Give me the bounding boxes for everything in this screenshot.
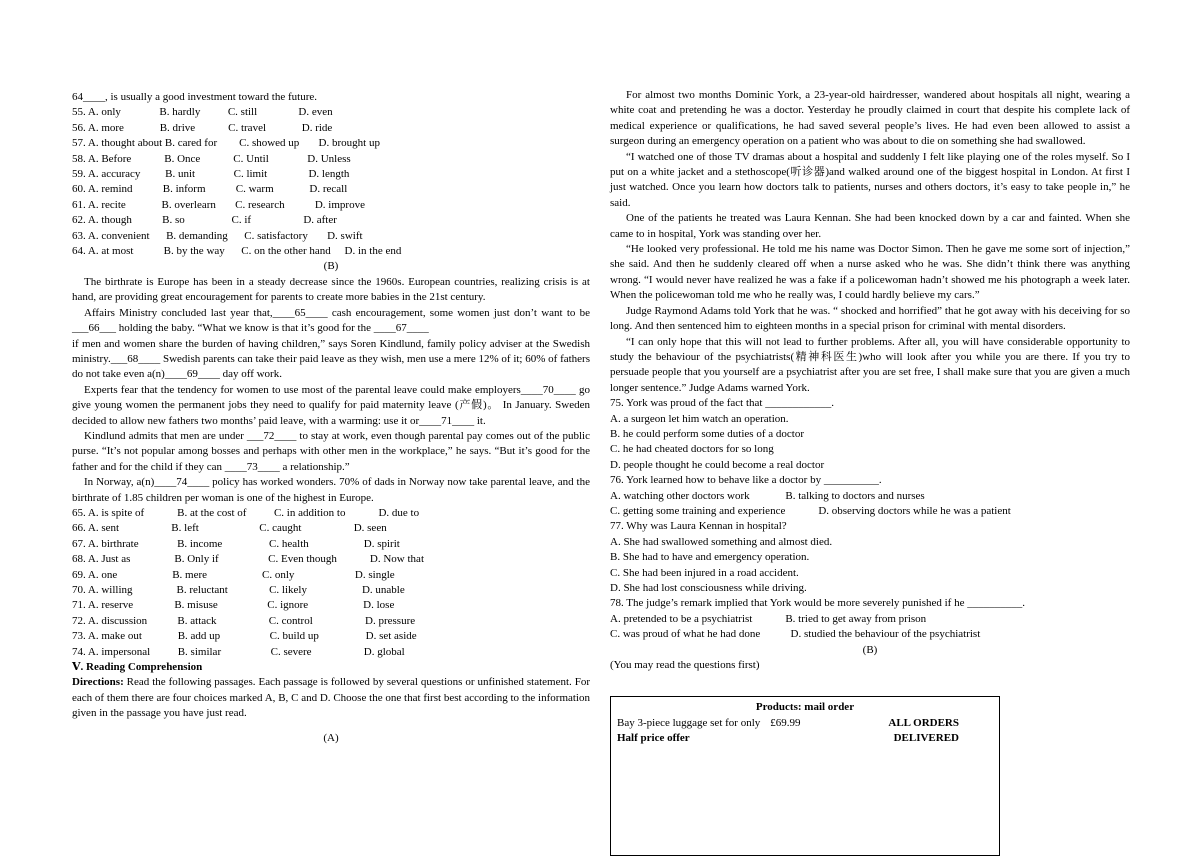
choice-line: 55. A. only B. hardly C. still D. even — [72, 106, 333, 119]
choice-line: 69. A. one B. mere C. only D. single — [72, 568, 395, 581]
passage-a-paragraph-1: For almost two months Dominic York, a 23-year-old hairdresser, wandered about hospitals all night, wearing a white coat and pretending he was a doctor. Yesterday he proudly claimed in court that despite his complete lack of medical experience or qualifications, he had saved several people’s lives. He had even been allowed to assist a surgeon during an emergency operation on a patient who was about to die on something she had swallowed. — [610, 89, 1130, 148]
luggage-offer-price: £69.99 — [770, 716, 801, 729]
choices-65-74 — [72, 506, 590, 660]
delivered-label: DELIVERED — [893, 732, 959, 745]
choice-line: 67. A. birthrate B. income C. health D. spirit — [72, 537, 400, 550]
passage-b-paragraph-6: In Norway, a(n)____74____ policy has worked wonders. 70% of dads in Norway now take parental leave, and the birthrate of 1.85 children per woman is one of the highest in Europe. — [72, 476, 590, 504]
luggage-offer-item: Bay 3-piece luggage set for only — [617, 716, 761, 729]
choice-line: 63. A. convenient B. demanding C. satisfactory D. swift — [72, 229, 363, 242]
question-line: C. he had cheated doctors for so long — [610, 443, 774, 456]
choice-line: 56. A. more B. drive C. travel D. ride — [72, 121, 333, 134]
choice-line: 73. A. make out B. add up C. build up D. set aside — [72, 630, 417, 643]
question-line: B. She had to have and emergency operation. — [610, 551, 810, 564]
all-orders-label: ALL ORDERS — [888, 716, 959, 729]
passage-a-paragraph-2: “I watched one of those TV dramas about a hospital and suddenly I felt like playing one of the roles myself. So I put on a white jacket and a stethoscope(听诊器)and walked around one of the biggest hospital in London. At first I just watched. Once you learn how doctors talk to patients, nurses and others doctors, it’s easy to take people in,” he said. — [610, 150, 1130, 209]
question-line: A. a surgeon let him watch an operation. — [610, 412, 789, 425]
passage-a-paragraph-4: “He looked very professional. He told me his name was Doctor Simon. Then he gave me some sort of injection,” she said. And then he suddenly cleared off when a nurse asked who he was. She didn’t think there was anything wrong. “I would never have realized he was a fake if a policewoman hadn’t showed me his photograph a week later. When the policewoman told me who he really was, I could hardly believe my cars.” — [610, 243, 1130, 302]
choice-line: 62. A. though B. so C. if D. after — [72, 214, 337, 227]
question-line: A. watching other doctors work B. talking to doctors and nurses — [610, 489, 925, 502]
question-line: 75. York was proud of the fact that ____________. — [610, 397, 834, 410]
question-line: 76. York learned how to behave like a doctor by __________. — [610, 474, 882, 487]
question-line: A. She had swallowed something and almost died. — [610, 535, 833, 548]
choice-line: 74. A. impersonal B. similar C. severe D. global — [72, 645, 405, 658]
carryover-line: 64____, is usually a good investment toward the future. — [72, 91, 318, 103]
directions-label: Directions: — [72, 676, 124, 689]
choice-line: 71. A. reserve B. misuse C. ignore D. lose — [72, 599, 395, 612]
passage-b-paragraph-1: The birthrate is Europe has been in a steady decrease since the 1960s. European countries, realizing crisis is at hand, are providing great encouragement for parents to create more babies in the 21st century. — [72, 275, 590, 304]
section-v-heading: Ⅴ. Reading Comprehension — [72, 661, 203, 674]
passage-b-paragraph-5: Kindlund admits that men are under ___72____ to stay at work, even though parental pay comes out of the public purse. “It’s not popular among bosses and perhaps with other men in the workplace,” he says. “But it’s good for the father and for the child if they can ____73____ a relationship.” — [72, 429, 590, 473]
question-line: 78. The judge’s remark implied that York would be more severely punished if he __________. — [610, 597, 1025, 610]
mail-order-title: Products: mail order — [755, 701, 855, 714]
choices-55-64 — [72, 105, 590, 259]
choice-line: 64. A. at most B. by the way C. on the other hand D. in the end — [72, 245, 402, 258]
mail-order-box — [610, 696, 1000, 856]
choice-line: 57. A. thought about B. cared for C. showed up D. brought up — [72, 137, 380, 150]
passage-b-paragraph-3: if men and women share the burden of having children,” says Soren Kindlund, family policy adviser at the Swedish ministry.___68____ Swedish parents can take their paid leave as they wish, men use a mere 12% of it; 60% of fathers do not take even a(n)____69____ day off work. — [72, 337, 590, 381]
passage-b-paragraph-2: Affairs Ministry concluded last year that,____65____ cash encouragement, some women just don’t want to be ___66___ holding the baby. “What we know is that it’s good for the ____67____ — [72, 306, 590, 335]
question-line: B. he could perform some duties of a doctor — [610, 427, 804, 440]
directions — [72, 675, 590, 721]
question-line: D. people thought he could become a real doctor — [610, 458, 825, 471]
mail-order-row-1 — [617, 716, 993, 731]
choice-line: 65. A. is spite of B. at the cost of C. in addition to D. due to — [72, 506, 420, 519]
passage-b-paragraph-4: Experts fear that the tendency for women to use most of the parental leave could make employers____70____ go give young women the permanent jobs they need to qualify for paid maternity leave (产假)。 In January. Sweden decided to allow new fathers two months’ paid leave, with a warming: use it or____71____ it. — [72, 383, 590, 427]
section-b-label: (B) — [323, 260, 339, 273]
luggage-offer-text — [617, 716, 801, 731]
half-price-label: Half price offer — [617, 732, 690, 745]
choice-line: 58. A. Before B. Once C. Until D. Unless — [72, 152, 351, 165]
question-line: D. She had lost consciousness while driving. — [610, 582, 807, 594]
questions-75-78 — [610, 396, 1130, 643]
directions-text: Read the following passages. Each passage is followed by several questions or unfinished statement. For each of them there are four choices marked A, B, C and D. Choose the one that first best according to the information given in the passage you have just read. — [72, 676, 590, 720]
question-line: C. was proud of what he had done D. studied the behaviour of the psychiatrist — [610, 628, 981, 641]
section-b-label-right: (B) — [862, 643, 878, 656]
left-column — [72, 90, 590, 746]
passage-a-paragraph-6: “I can only hope that this will not lead to further problems. After all, you will have considerable opportunity to study the behaviour of the psychiatrists(精神科医生)who will look after you while you are there. If you try to persuade people that you yourself are a psychiatrist after you are set free, I shall make sure that you are given a much longer sentence.” Judge Adams warned York. — [610, 335, 1130, 394]
passage-a-paragraph-3: One of the patients he treated was Laura Kennan. She had been knocked down by a car and fainted. When she came to in hospital, York was standing over her. — [610, 212, 1130, 240]
mail-order-row-2 — [617, 731, 993, 746]
choice-line: 61. A. recite B. overlearn C. research D. improve — [72, 198, 365, 211]
choice-line: 59. A. accuracy B. unit C. limit D. length — [72, 168, 350, 181]
question-line: 77. Why was Laura Kennan in hospital? — [610, 520, 787, 533]
right-column — [610, 88, 1130, 856]
choice-line: 60. A. remind B. inform C. warm D. recall — [72, 183, 348, 196]
question-line: C. She had been injured in a road accident. — [610, 566, 799, 579]
question-line: C. getting some training and experience D. observing doctors while he was a patient — [610, 504, 1011, 517]
question-line: A. pretended to be a psychiatrist B. tried to get away from prison — [610, 612, 927, 625]
choice-line: 66. A. sent B. left C. caught D. seen — [72, 522, 387, 535]
passage-a-paragraph-5: Judge Raymond Adams told York that he was. “ shocked and horrified” that he got away with his deceiving for so long. And then sentenced him to eighteen months in a special prison for criminal with mental disorders. — [610, 304, 1130, 333]
choice-line: 72. A. discussion B. attack C. control D. pressure — [72, 614, 416, 627]
choice-line: 70. A. willing B. reluctant C. likely D. unable — [72, 584, 405, 596]
read-questions-note: (You may read the questions first) — [610, 659, 760, 672]
section-a-label: (A) — [323, 731, 339, 744]
choice-line: 68. A. Just as B. Only if C. Even though D. Now that — [72, 553, 424, 566]
